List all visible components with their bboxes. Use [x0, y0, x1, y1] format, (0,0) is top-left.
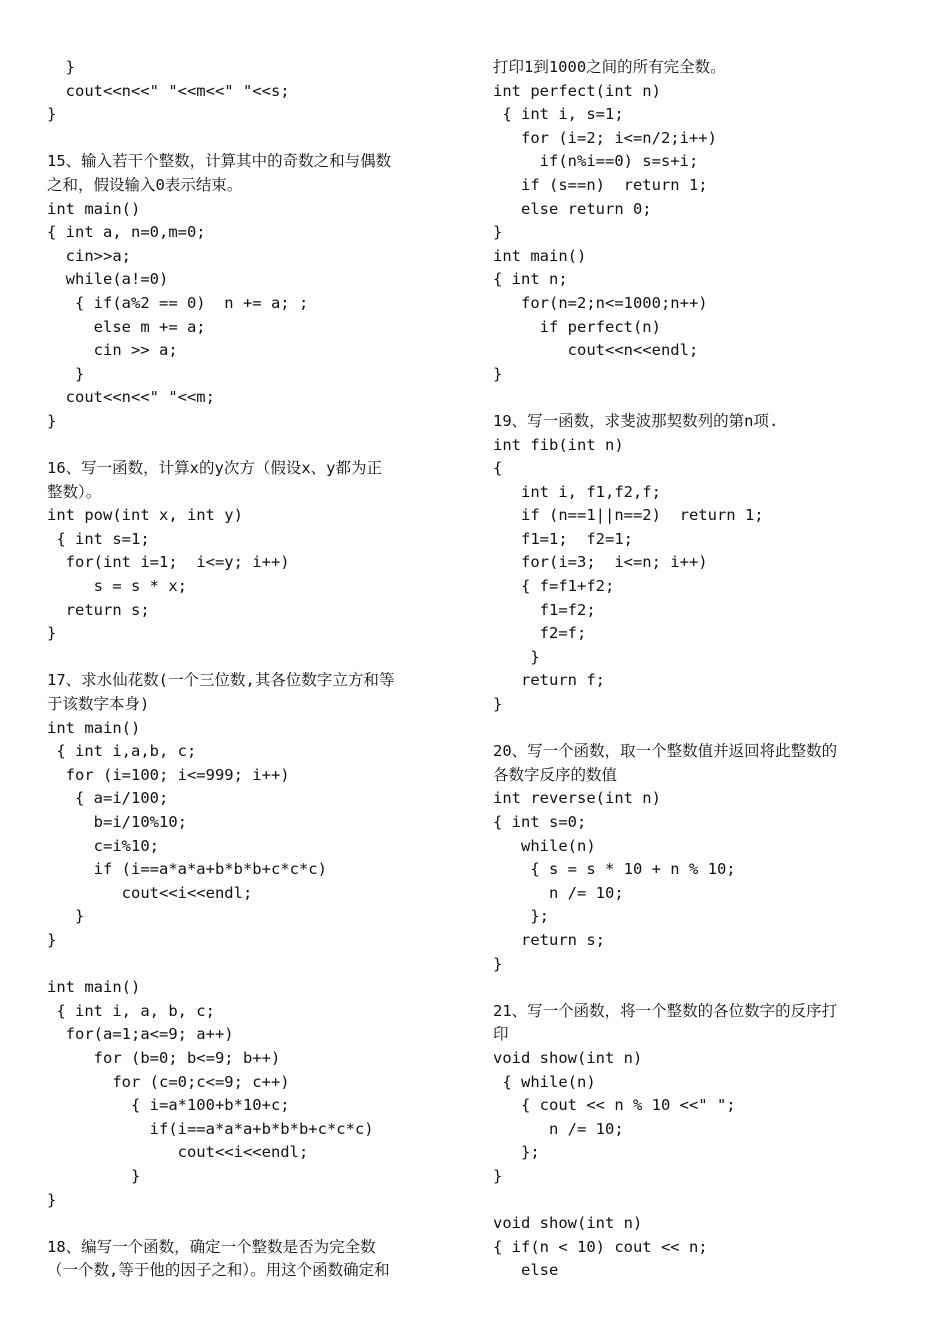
- code-line: if(n%i==0) s=s+i;: [493, 152, 699, 171]
- code-line: void show(int n): [493, 1048, 643, 1067]
- code-line: while(a!=0): [47, 270, 169, 289]
- code-line: [47, 127, 472, 151]
- code-line: 21、写一个函数，将一个整数的各位数字的反序打: [493, 1001, 838, 1020]
- code-line: if(i==a*a*a+b*b*b+c*c*c): [47, 1119, 374, 1138]
- code-line: 19、写一函数，求斐波那契数列的第n项.: [493, 411, 779, 430]
- code-line: }: [493, 1166, 503, 1185]
- code-line: { int i, a, b, c;: [47, 1001, 215, 1020]
- code-line: for (c=0;c<=9; c++): [47, 1072, 290, 1091]
- code-line: { cout << n % 10 <<" ";: [493, 1096, 736, 1115]
- code-line: cout<<i<<endl;: [47, 883, 253, 902]
- code-line: cin >> a;: [47, 341, 178, 360]
- code-line: [493, 717, 918, 741]
- code-line: cout<<n<<" "<<m;: [47, 388, 215, 407]
- code-line: int fib(int n): [493, 435, 624, 454]
- code-line: cout<<i<<endl;: [47, 1143, 309, 1162]
- code-line: 印: [493, 1025, 509, 1044]
- code-line: f1=f2;: [493, 600, 596, 619]
- code-line: 整数）。: [47, 482, 102, 501]
- left-column: [47, 56, 472, 1283]
- code-line: }: [47, 1166, 141, 1185]
- code-line: { a=i/100;: [47, 789, 169, 808]
- code-line: for(n=2;n<=1000;n++): [493, 293, 708, 312]
- code-line: }: [493, 954, 503, 973]
- code-line: }: [47, 907, 85, 926]
- code-line: if (s==n) return 1;: [493, 175, 708, 194]
- code-line: }: [47, 1190, 57, 1209]
- code-line: { int a, n=0,m=0;: [47, 223, 206, 242]
- code-line: [493, 1189, 918, 1213]
- code-line: 之和，假设输入0表示结束。: [47, 175, 243, 194]
- code-line: else m += a;: [47, 317, 206, 336]
- code-line: n /= 10;: [493, 1119, 624, 1138]
- code-line: if perfect(n): [493, 317, 661, 336]
- code-line: 17、求水仙花数(一个三位数,其各位数字立方和等: [47, 671, 395, 690]
- code-line: for (i=2; i<=n/2;i++): [493, 128, 717, 147]
- code-line: int main(): [47, 199, 141, 218]
- code-line: }: [493, 695, 503, 714]
- code-line: [47, 434, 472, 458]
- code-line: }: [493, 647, 540, 666]
- code-line: [47, 953, 472, 977]
- code-line: [47, 1212, 472, 1236]
- code-line: for(int i=1; i<=y; i++): [47, 553, 290, 572]
- code-line: if (n==1||n==2) return 1;: [493, 506, 764, 525]
- code-line: else: [493, 1261, 559, 1280]
- code-line: f2=f;: [493, 624, 587, 643]
- code-line: return s;: [493, 930, 605, 949]
- code-line: { int i,a,b, c;: [47, 742, 197, 761]
- code-line: for (i=100; i<=999; i++): [47, 765, 290, 784]
- code-line: void show(int n): [493, 1214, 643, 1233]
- code-line: }: [47, 411, 57, 430]
- code-line: 打印1到1000之间的所有完全数。: [493, 58, 726, 76]
- code-line: 16、写一函数，计算x的y次方（假设x、y都为正: [47, 459, 382, 478]
- code-line: for(a=1;a<=9; a++): [47, 1025, 234, 1044]
- code-line: {: [493, 459, 503, 478]
- code-line: };: [493, 907, 549, 926]
- code-line: while(n): [493, 836, 596, 855]
- code-line: cout<<n<<" "<<m<<" "<<s;: [47, 81, 290, 100]
- code-line: { int s=0;: [493, 813, 587, 831]
- code-line: b=i/10%10;: [47, 813, 187, 831]
- code-line: n /= 10;: [493, 883, 624, 902]
- code-line: }: [47, 58, 75, 76]
- code-line: }: [47, 105, 57, 124]
- code-line: }: [493, 223, 503, 242]
- code-line: for (b=0; b<=9; b++): [47, 1048, 281, 1067]
- code-line: return f;: [493, 671, 605, 690]
- code-line: int main(): [493, 246, 587, 265]
- code-line: [493, 386, 918, 410]
- code-line: int pow(int x, int y): [47, 506, 243, 525]
- code-line: }: [493, 364, 503, 383]
- code-line: int main(): [47, 978, 141, 997]
- code-line: { int i, s=1;: [493, 105, 624, 124]
- code-line: }: [47, 930, 57, 949]
- code-line: [47, 646, 472, 670]
- code-line: （一个数,等于他的因子之和）。用这个函数确定和: [47, 1261, 390, 1280]
- code-line: [493, 976, 918, 1000]
- code-line: int reverse(int n): [493, 789, 661, 808]
- code-line: cin>>a;: [47, 246, 131, 265]
- code-line: { if(a%2 == 0) n += a; ;: [47, 293, 309, 312]
- code-line: 于该数字本身): [47, 695, 150, 714]
- code-line: { f=f1+f2;: [493, 577, 615, 596]
- code-line: 18、编写一个函数，确定一个整数是否为完全数: [47, 1237, 376, 1256]
- code-line: }: [47, 364, 85, 383]
- code-line: { s = s * 10 + n % 10;: [493, 860, 736, 879]
- code-line: s = s * x;: [47, 577, 187, 596]
- code-line: { i=a*100+b*10+c;: [47, 1096, 290, 1115]
- code-line: { while(n): [493, 1072, 596, 1091]
- right-column: [493, 56, 918, 1283]
- code-line: { int s=1;: [47, 529, 150, 548]
- code-line: c=i%10;: [47, 836, 159, 855]
- code-line: for(i=3; i<=n; i++): [493, 553, 708, 572]
- code-line: int main(): [47, 718, 141, 737]
- code-line: cout<<n<<endl;: [493, 341, 699, 360]
- code-line: 15、输入若干个整数，计算其中的奇数之和与偶数: [47, 152, 392, 171]
- code-line: { int n;: [493, 270, 568, 289]
- code-line: return s;: [47, 600, 150, 619]
- code-line: int perfect(int n): [493, 81, 661, 100]
- code-line: };: [493, 1143, 540, 1162]
- code-line: int i, f1,f2,f;: [493, 482, 661, 501]
- code-line: else return 0;: [493, 199, 652, 218]
- code-line: f1=1; f2=1;: [493, 529, 633, 548]
- code-line: }: [47, 624, 57, 643]
- code-line: { if(n < 10) cout << n;: [493, 1237, 708, 1256]
- code-line: if (i==a*a*a+b*b*b+c*c*c): [47, 860, 327, 879]
- code-line: 各数字反序的数值: [493, 765, 618, 784]
- code-line: 20、写一个函数，取一个整数值并返回将此整数的: [493, 742, 838, 761]
